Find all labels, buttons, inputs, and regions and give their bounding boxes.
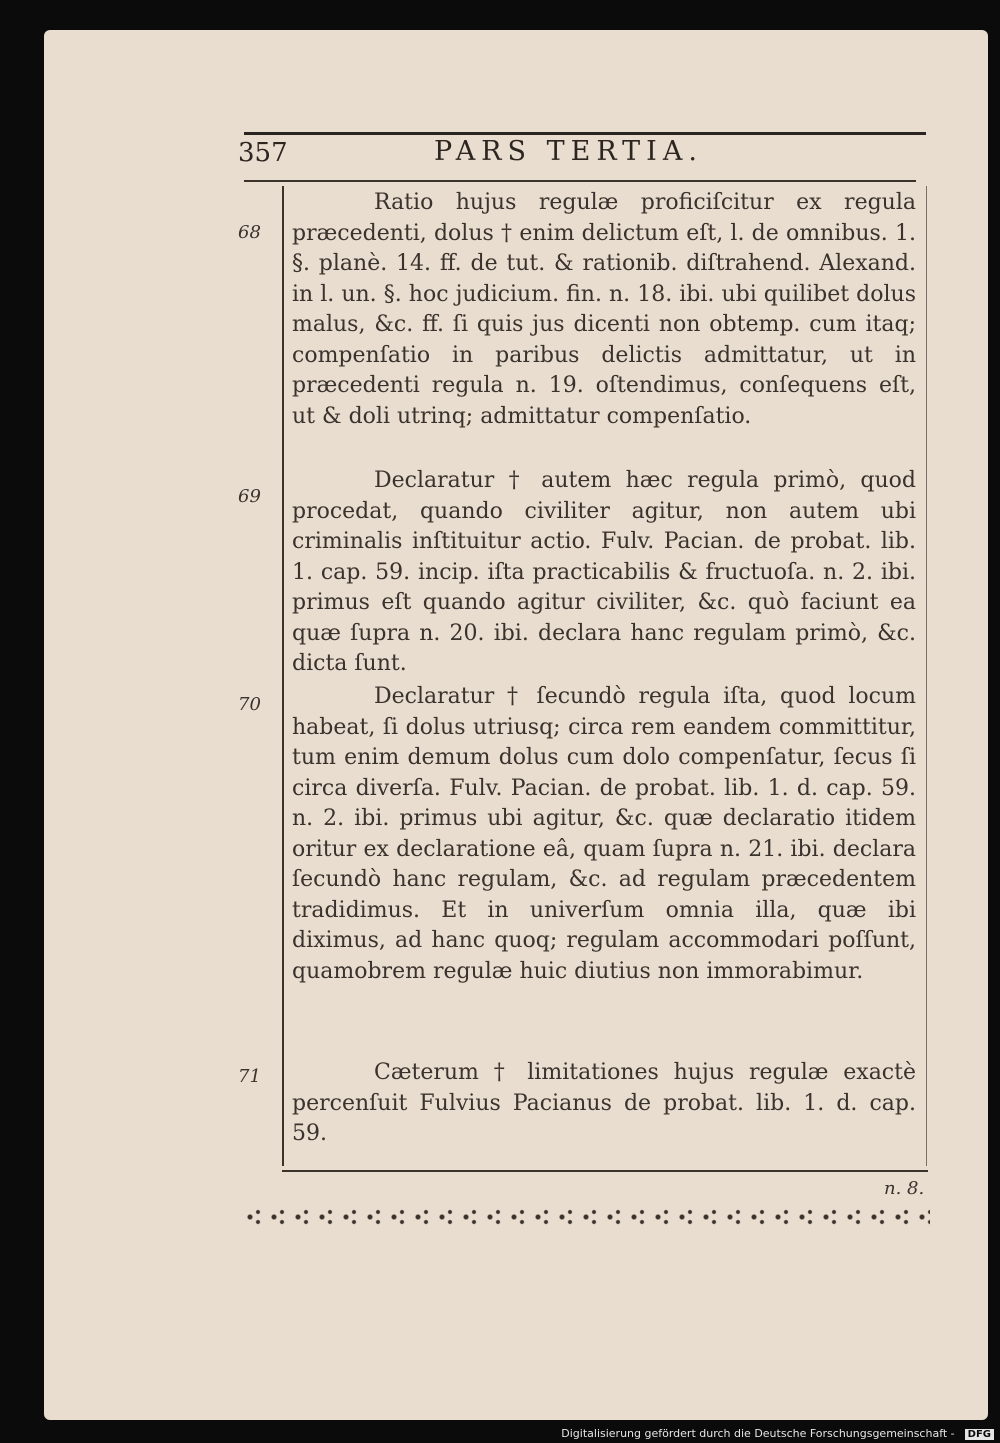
catchword: n. 8. [884, 1178, 925, 1199]
marginal-number: 70 [238, 694, 261, 715]
paragraph-text: Declaratur † ſecundò regula iſta, quod locum habeat, ſi dolus utriusq; circa rem eandem committitur, tum enim demum dolus cum dolo compenſatur, ſecus ſi circa diverſa. Fulv. Pacian. de probat. lib. 1. d. cap. 59. n. 2. ibi. primus ubi agitur, &c. quæ declaratio itidem oritur ex declaratione eâ, quam ſupra n. 21. ibi. declara ſecundò hanc regulam, &c. ad regulam præcedentem tradidimus. Et in univerſum omnia illa, quæ ibi diximus, ad hanc quoq; regulam accommodari poſſunt, quamobrem regulæ huic diutius non immorabimur. [292, 684, 916, 984]
page-number: 357 [238, 138, 288, 168]
paragraph-text: Declaratur † autem hæc regula primò, quod procedat, quando civiliter agitur, non autem ubi criminalis inſtituitur actio. Fulv. Pacian. de probat. lib. 1. cap. 59. incip. iſta practicabilis & fructuoſa. n. 2. ibi. primus eſt quando agitur civiliter, &c. quò faciunt ea quæ ſupra n. 20. ibi. declara hanc regulam primò, &c. dicta ſunt. [292, 468, 916, 676]
bottom-rule [282, 1170, 928, 1172]
paragraph-text: Cæterum † limitationes hujus regulæ exactè percenſuit Fulvius Pacianus de probat. lib. 1. d. cap. 59. [292, 1060, 916, 1146]
page-header [236, 132, 926, 182]
margin-rule-right [926, 186, 927, 1166]
ornament-border [240, 1206, 930, 1228]
running-title: PARS TERTIA. [434, 136, 703, 167]
paragraph [292, 466, 916, 680]
paragraph [292, 1058, 916, 1150]
header-rule [244, 180, 916, 182]
footer-credit: Digitalisierung gefördert durch die Deutsche Forschungsgemeinschaft - [561, 1427, 955, 1440]
marginal-number: 69 [238, 486, 261, 507]
dfg-logo: DFG [965, 1429, 994, 1440]
marginal-number: 68 [238, 222, 261, 243]
digitization-footer [0, 1427, 1000, 1443]
margin-rule-left [282, 186, 284, 1166]
paragraph [292, 682, 916, 987]
paragraph [292, 188, 916, 432]
paragraph-text: Ratio hujus regulæ proficiſcitur ex regula præcedenti, dolus † enim delictum eſt, l. de omnibus. 1. §. planè. 14. ff. de tut. & rationib. diſtrahend. Alexand. in l. un. §. hoc judicium. fin. n. 18. ibi. ubi quilibet dolus malus, &c. ff. ſi quis jus dicenti non obtemp. cum itaq; compenſatio in paribus delictis admittatur, ut in præcedenti regula n. 19. oſtendimus, conſequens eſt, ut & doli utrinq; admittatur compenſatio. [292, 190, 916, 429]
marginal-number: 71 [238, 1066, 261, 1087]
